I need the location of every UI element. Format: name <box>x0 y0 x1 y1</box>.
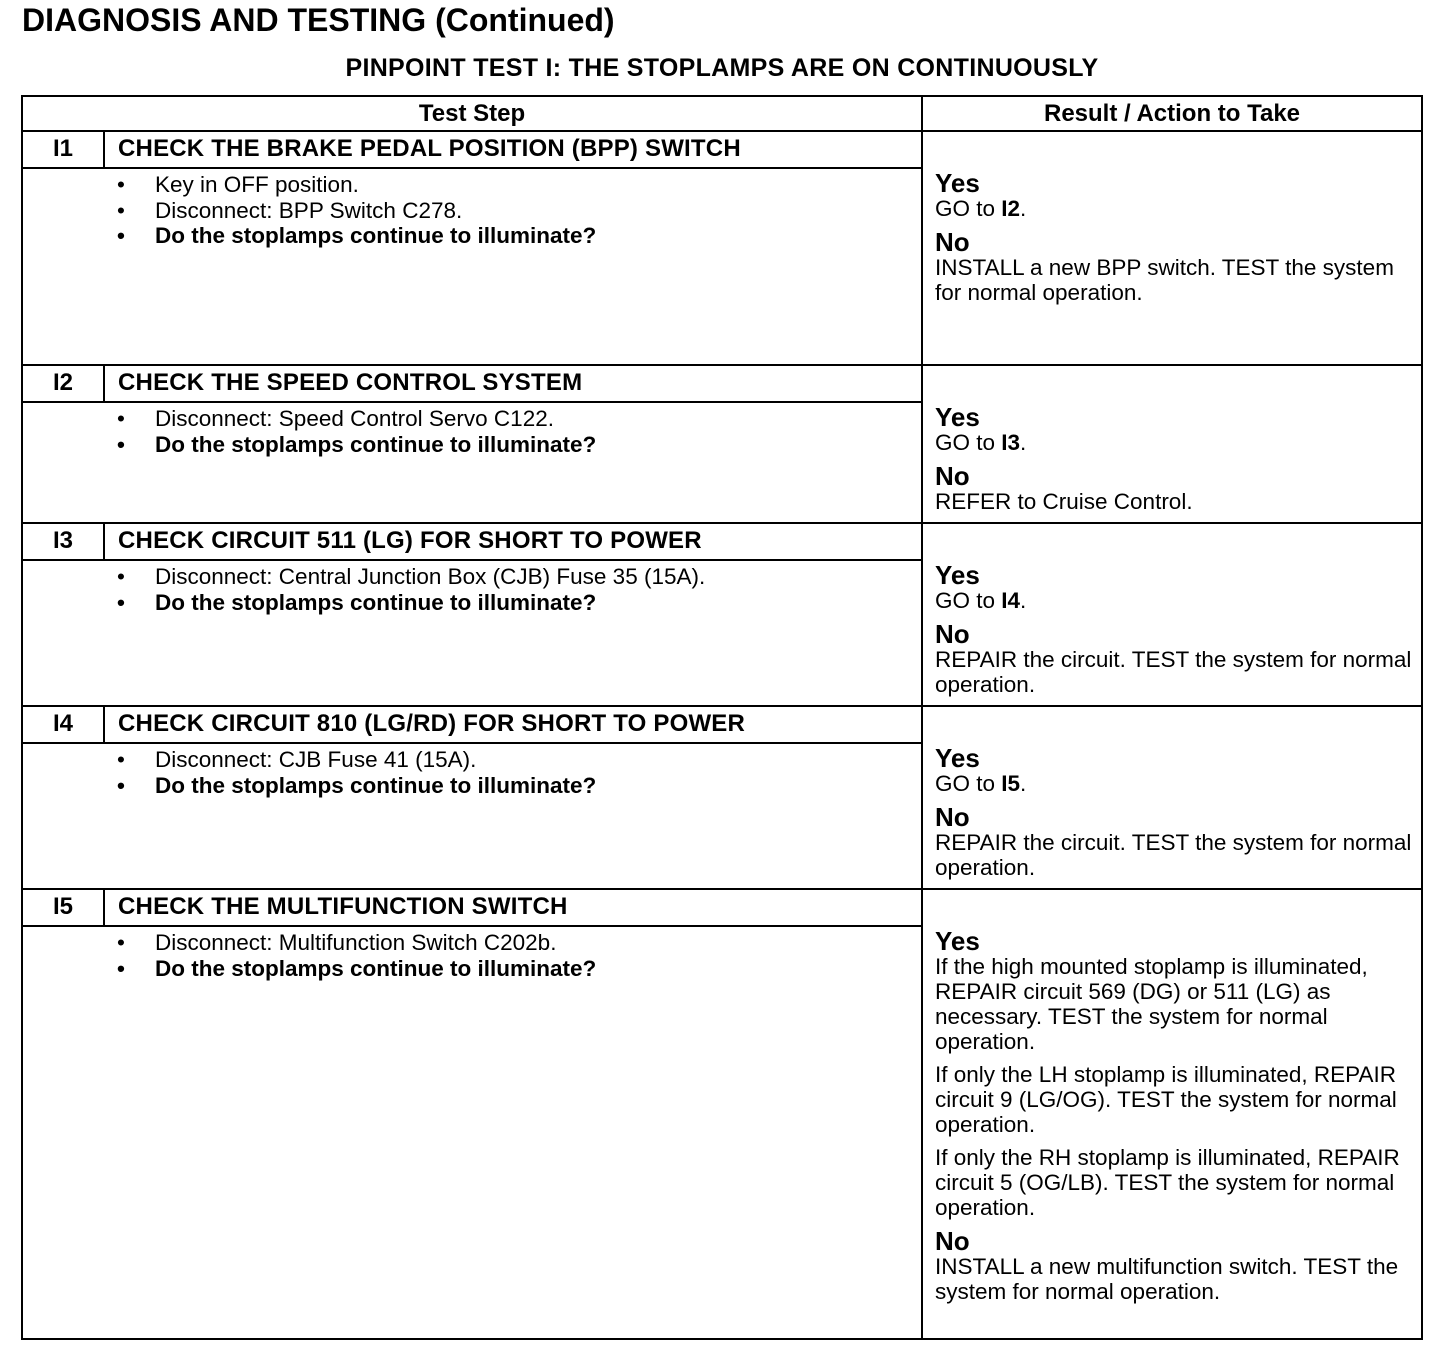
instruction-question: • Do the stoplamps continue to illuminate? <box>115 590 905 616</box>
yes-label: Yes <box>935 402 980 432</box>
step-instructions <box>115 406 905 457</box>
header-result-action: Result / Action to Take <box>923 97 1421 132</box>
goto-step-ref[interactable]: I3 <box>1001 430 1021 455</box>
no-action: REPAIR the circuit. TEST the system for normal operation. <box>935 830 1412 880</box>
instruction-question: • Do the stoplamps continue to illuminate? <box>115 432 905 458</box>
test-step-row <box>23 366 1421 524</box>
step-header <box>23 890 921 927</box>
step-title: CHECK CIRCUIT 810 (LG/RD) FOR SHORT TO POWER <box>118 710 746 737</box>
yes-action: If only the LH stoplamp is illuminated, REPAIR circuit 9 (LG/OG). TEST the system for normal operation. <box>935 1062 1397 1137</box>
goto-step-ref[interactable]: I5 <box>1001 771 1021 796</box>
instruction-question: • Do the stoplamps continue to illuminate? <box>115 773 905 799</box>
test-step-row <box>23 707 1421 890</box>
step-id: I5 <box>23 890 105 925</box>
instruction-item: • Disconnect: Central Junction Box (CJB) Fuse 35 (15A). <box>115 564 905 590</box>
yes-action: GO to I3. <box>935 430 1027 455</box>
goto-step-ref[interactable]: I2 <box>1001 196 1021 221</box>
instruction-item: • Disconnect: BPP Switch C278. <box>115 198 905 224</box>
yes-label: Yes <box>935 168 980 198</box>
test-step-cell <box>23 890 923 1338</box>
yes-action: GO to I5. <box>935 771 1027 796</box>
no-label: No <box>935 227 970 257</box>
goto-step-ref[interactable]: I4 <box>1001 588 1021 613</box>
test-step-cell <box>23 524 923 705</box>
step-header <box>23 707 921 744</box>
no-action: REFER to Cruise Control. <box>935 489 1193 514</box>
step-id: I3 <box>23 524 105 559</box>
no-action: INSTALL a new BPP switch. TEST the system for normal operation. <box>935 255 1394 305</box>
yes-action: If the high mounted stoplamp is illuminated, REPAIR circuit 569 (DG) or 511 (LG) as necessary. TEST the system for normal operation. <box>935 954 1368 1054</box>
page-title: DIAGNOSIS AND TESTING (Continued) <box>22 2 615 38</box>
test-step-cell <box>23 132 923 364</box>
instruction-question: • Do the stoplamps continue to illuminate? <box>115 223 905 249</box>
no-label: No <box>935 619 970 649</box>
step-header <box>23 366 921 403</box>
result-cell <box>923 524 1421 705</box>
step-instructions <box>115 747 905 798</box>
yes-label: Yes <box>935 926 980 956</box>
no-action: REPAIR the circuit. TEST the system for normal operation. <box>935 647 1412 697</box>
pinpoint-test-table <box>21 95 1423 1340</box>
test-step-row <box>23 132 1421 366</box>
step-instructions <box>115 930 905 981</box>
step-id: I1 <box>23 132 105 167</box>
result-cell <box>923 890 1421 1338</box>
step-id: I2 <box>23 366 105 401</box>
no-label: No <box>935 461 970 491</box>
yes-action: GO to I4. <box>935 588 1027 613</box>
test-step-row <box>23 524 1421 707</box>
instruction-item: • Disconnect: CJB Fuse 41 (15A). <box>115 747 905 773</box>
no-action: INSTALL a new multifunction switch. TEST the system for normal operation. <box>935 1254 1399 1304</box>
yes-action: If only the RH stoplamp is illuminated, REPAIR circuit 5 (OG/LB). TEST the system for normal operation. <box>935 1145 1400 1220</box>
step-instructions <box>115 172 905 249</box>
step-title: CHECK THE SPEED CONTROL SYSTEM <box>118 369 583 396</box>
step-id: I4 <box>23 707 105 742</box>
yes-action: GO to I2. <box>935 196 1027 221</box>
test-step-cell <box>23 707 923 888</box>
result-cell <box>923 707 1421 888</box>
step-title: CHECK THE BRAKE PEDAL POSITION (BPP) SWITCH <box>118 135 741 162</box>
header-test-step: Test Step <box>23 97 923 132</box>
no-label: No <box>935 1226 970 1256</box>
test-step-row <box>23 890 1421 1338</box>
result-cell <box>923 366 1421 522</box>
pinpoint-test-title: PINPOINT TEST I: THE STOPLAMPS ARE ON CONTINUOUSLY <box>345 54 1099 82</box>
step-header <box>23 132 921 169</box>
step-title: CHECK THE MULTIFUNCTION SWITCH <box>118 893 568 920</box>
instruction-item: • Disconnect: Multifunction Switch C202b. <box>115 930 905 956</box>
yes-label: Yes <box>935 560 980 590</box>
test-step-cell <box>23 366 923 522</box>
result-cell <box>923 132 1421 364</box>
no-label: No <box>935 802 970 832</box>
step-title: CHECK CIRCUIT 511 (LG) FOR SHORT TO POWER <box>118 527 702 554</box>
instruction-question: • Do the stoplamps continue to illuminate? <box>115 956 905 982</box>
step-header <box>23 524 921 561</box>
instruction-item: • Disconnect: Speed Control Servo C122. <box>115 406 905 432</box>
step-instructions <box>115 564 905 615</box>
instruction-item: • Key in OFF position. <box>115 172 905 198</box>
yes-label: Yes <box>935 743 980 773</box>
